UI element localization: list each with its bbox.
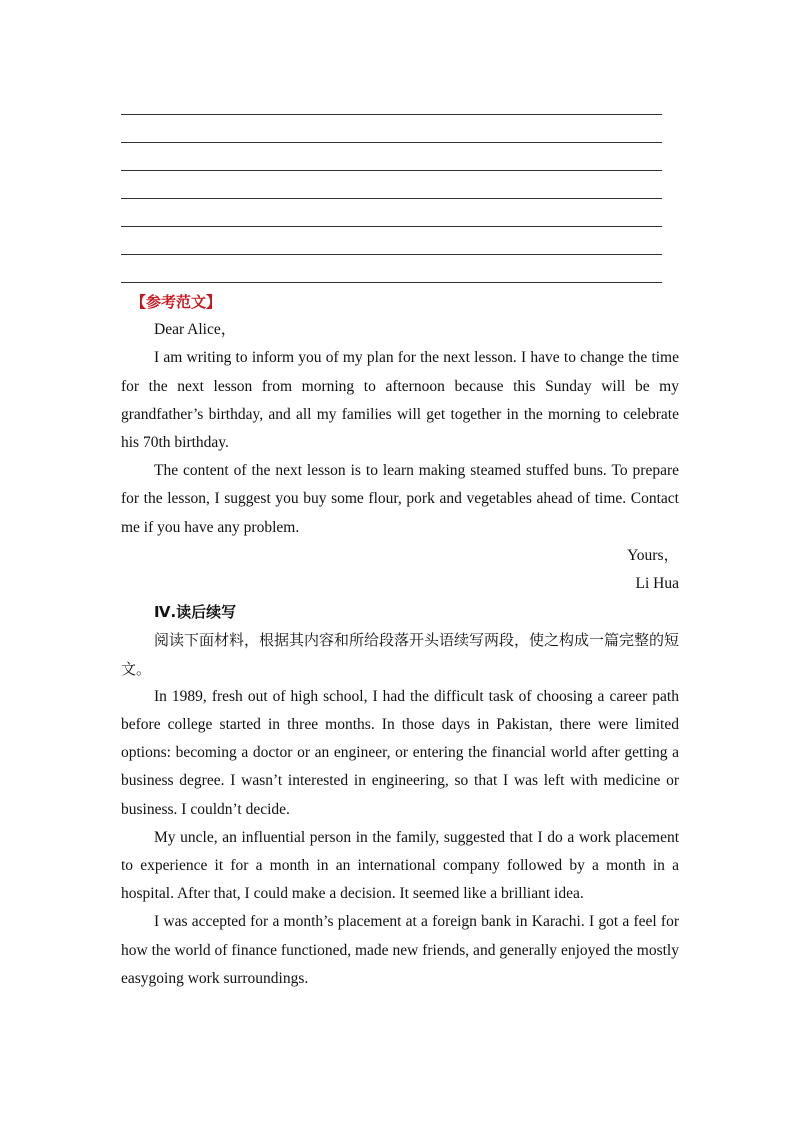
letter-signature: Li Hua [635,575,679,593]
writing-line [121,142,662,143]
writing-line [121,254,662,255]
story-paragraph: I was accepted for a month’s placement at a foreign bank in Karachi. I got a feel for how the world of finance functioned, made new friends, and generally enjoyed the mostly easygoing work surroundings. [121,913,679,987]
document-content [121,288,679,993]
model-essay-heading: 【参考范文】 [131,293,222,311]
letter-salutation: Dear Alice， [154,321,237,339]
letter-paragraph: The content of the next lesson is to learn making steamed stuffed buns. To prepare for the lesson, I suggest you buy some flour, pork and vegetables ahead of time. Contact me if you have any problem. [121,462,679,536]
letter-paragraph: I am writing to inform you of my plan for the next lesson. I have to change the time for the next lesson from morning to afternoon because this Sunday will be my grandfather’s birthday, and all my families will get together in the morning to celebrate his 70th birthday. [121,349,679,452]
writing-line [121,170,662,171]
letter-closing: Yours， [627,546,679,564]
story-paragraph: My uncle, an influential person in the family, suggested that I do a work placement to experience it for a month in an international company followed by a month in a hospital. After that, I could make a decision. It seemed like a brilliant idea. [121,828,679,903]
section-instruction: 阅读下面材料，根据其内容和所给段落开头语续写两段，使之构成一篇完整的短文。 [121,631,680,678]
story-paragraph: In 1989, fresh out of high school, I had the difficult task of choosing a career path before college started in three months. In those days in Pakistan, there were limited options: becoming a doctor or an engineer, or entering the financial world after getting a business degree. I wasn’t interested in engineering, so that I was left with medicine or business. I couldn’t decide. [121,687,679,818]
writing-line [121,114,662,115]
writing-line [121,282,662,283]
writing-line [121,198,662,199]
section-heading: Ⅳ.读后续写 [154,603,237,622]
answer-writing-lines [121,114,662,310]
writing-line [121,226,662,227]
